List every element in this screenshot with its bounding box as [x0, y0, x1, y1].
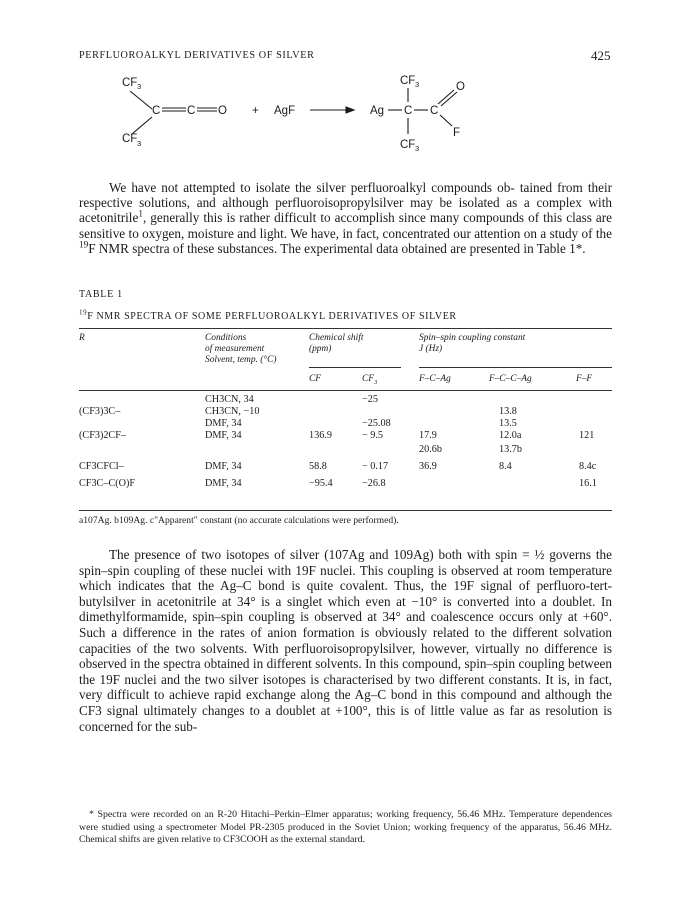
product-fluorine: F: [453, 127, 461, 139]
table-cell-fcag: 36.9: [419, 461, 437, 472]
table-cell-cond: DMF, 34: [205, 418, 242, 429]
bond-line: [132, 117, 152, 134]
table-cell-fccag: 8.4: [499, 461, 512, 472]
reactant-cf3-top: CF: [122, 77, 138, 89]
footnote: [79, 809, 612, 847]
header-f-f: F–F: [576, 374, 593, 384]
shift-subrule: [309, 367, 401, 368]
table-cell-cf3: − 0.17: [362, 461, 389, 472]
table-cell-fccag: 12.0a: [499, 430, 522, 441]
table-cell-cf3: −26.8: [362, 478, 386, 489]
table-cell-fccag: 13.7b: [499, 444, 522, 455]
header-cf3-text: CF: [362, 374, 374, 384]
table-title: [79, 308, 457, 322]
table-cell-fcag: 20.6b: [419, 444, 442, 455]
product-cf3-top-sub: 3: [415, 80, 420, 89]
header-bottom-rule: [79, 390, 612, 391]
coupling-subrule: [419, 367, 612, 368]
text-line-5: We have, in fact, concentrated our attention on a study of the: [290, 225, 612, 241]
intro-paragraph: [79, 180, 612, 256]
plus-sign: +: [252, 105, 259, 117]
table-cell-ff: 8.4c: [579, 461, 597, 472]
header-j-hz: J (Hz): [419, 344, 443, 354]
table-cell-cf: 136.9: [309, 430, 332, 441]
table-bottom-rule: [79, 510, 612, 511]
text-line-4: since many compounds of this class are sensitive to oxygen, moisture and light.: [79, 210, 612, 241]
header-f-c-c-ag: F–C–C–Ag: [489, 374, 532, 384]
reactant-cf3-top-sub: 3: [137, 82, 142, 91]
reference-sup: 1: [138, 209, 143, 220]
header-cf3: [362, 374, 377, 385]
header-chemical-shift: Chemical shift: [309, 333, 364, 343]
reactant-cf3-bottom: CF: [122, 133, 138, 145]
text-line-6: these substances. The experimental data obtained are presented in Table 1*.: [187, 240, 586, 256]
product-oxygen: O: [456, 81, 465, 93]
table-cell-cond: CH3CN, 34: [205, 394, 254, 405]
header-conditions-1: Conditions: [205, 333, 247, 343]
table-cell-ff: 121: [579, 430, 595, 441]
header-conditions-2: of measurement: [205, 344, 265, 354]
product-carbonyl-carbon: C: [430, 105, 439, 117]
header-r: R: [79, 333, 85, 343]
table-cell-cond: DMF, 34: [205, 430, 242, 441]
table-cell-r: CF3C–C(O)F: [79, 478, 136, 489]
product-silver: Ag: [370, 105, 385, 117]
header-ppm: (ppm): [309, 344, 332, 354]
table-cell-ff: 16.1: [579, 478, 597, 489]
body-text: The presence of two isotopes of silver (107Ag and 109Ag) both with spin = ½ governs the spin–spin coupling of these nuclei with 19F nuclei. This coupling is observed at room temperature which indicates that the Ag–C bond is quite covalent. Thus, the 19F signal of perfluoro-tert-butylsilver in acetonitrile at 34° is a singlet which even at −10° is converted into a doublet. In dimethylformamide, spin–spin coupling is observed at 34° and coalescence occurs only at +60°. Such a difference in the rates of anion formation is obviously related to the different solvation capacities of the two solvents. With perfluoroisopropylsilver, however, virtually no difference is observed in the spectra obtained in different solvents. In this compound, spin–spin coupling between the 19F nuclei and the two silver isotopes is characterised by two different constants. It is, in fact, very difficult to achieve rapid exchange along the Ag–C bond in this compound and although the CF3 signal ultimately changes to a doublet at +100°, this is of little value as far as resolution is concerned for the sub-: [79, 547, 612, 734]
reactant-carbon-2: C: [187, 105, 196, 117]
text-line: [79, 180, 612, 256]
table-cell-cond: DMF, 34: [205, 461, 242, 472]
bond-line: [440, 115, 452, 126]
running-title: PERFLUOROALKYL DERIVATIVES OF SILVER: [79, 50, 315, 61]
body-paragraph: [79, 547, 612, 734]
table-cell-cf: −95.4: [309, 478, 333, 489]
reactant-carbon-1: C: [152, 105, 161, 117]
product-carbon: C: [404, 105, 413, 117]
table-cell-cond: CH3CN, −10: [205, 406, 260, 417]
product-cf3-bottom-sub: 3: [415, 144, 420, 153]
table-cell-fccag: 13.5: [499, 418, 517, 429]
page-number: 425: [591, 48, 611, 63]
reaction-scheme: [100, 68, 520, 164]
isotope-sup: 19: [79, 239, 89, 250]
text-line-2: tained from their respective solutions, and although perfluoroisopropylsilver may be: [79, 180, 612, 211]
table-cell-cf3: −25.08: [362, 418, 391, 429]
text-line-3b: , generally this is rather difficult to accomplish: [142, 210, 395, 226]
table-cell-r: CF3CFCl–: [79, 461, 124, 472]
arrow-head: [346, 107, 354, 113]
table-cell-fccag: 13.8: [499, 406, 517, 417]
product-cf3-top: CF: [400, 75, 416, 87]
table-cell-r: (CF3)3C–: [79, 406, 121, 417]
header-f-c-ag: F–C–Ag: [419, 374, 451, 384]
header-conditions-3: Solvent, temp. (°C): [205, 355, 277, 365]
text-line-1: We have not attempted to isolate the silver perfluoroalkyl compounds ob-: [109, 180, 515, 195]
reactant-cf3-bottom-sub: 3: [137, 139, 142, 148]
bond-line: [130, 91, 152, 109]
nmr-table: [79, 328, 612, 511]
product-cf3-bottom: CF: [400, 139, 416, 151]
header-cf3-sub: 3: [373, 378, 378, 386]
header-coupling: Spin–spin coupling constant: [419, 333, 526, 343]
reactant-oxygen: O: [218, 105, 227, 117]
table-cell-cf: 58.8: [309, 461, 327, 472]
table-top-rule: [79, 328, 612, 329]
table-label: TABLE 1: [79, 289, 123, 300]
title-text: F NMR SPECTRA OF SOME PERFLUOROALKYL DERIVATIVES OF SILVER: [87, 311, 457, 322]
reagent-agf: AgF: [274, 105, 296, 117]
table-cell-cond: DMF, 34: [205, 478, 242, 489]
title-sup: 19: [79, 308, 88, 317]
table-notes: a107Ag. b109Ag. c"Apparent" constant (no accurate calculations were performed).: [79, 515, 399, 526]
table-cell-cf3: − 9.5: [362, 430, 384, 441]
table-cell-r: (CF3)2CF–: [79, 430, 126, 441]
footnote-text: * Spectra were recorded on an R-20 Hitachi–Perkin–Elmer apparatus; working frequency, 56.46 MHz. Temperature dependences were studied using a spectrometer Model PR-2305 produced in the Soviet Union; working frequency of the apparatus, 56.46 MHz. Chemical shifts are given relative to CF3COOH as the external standard.: [79, 809, 612, 846]
table-cell-fcag: 17.9: [419, 430, 437, 441]
table-cell-cf3: −25: [362, 394, 378, 405]
header-cf: CF: [309, 374, 321, 384]
text-line-3: isolated as a complex with acetonitrile: [79, 195, 612, 226]
text-line-5b: F NMR spectra of: [88, 240, 184, 256]
